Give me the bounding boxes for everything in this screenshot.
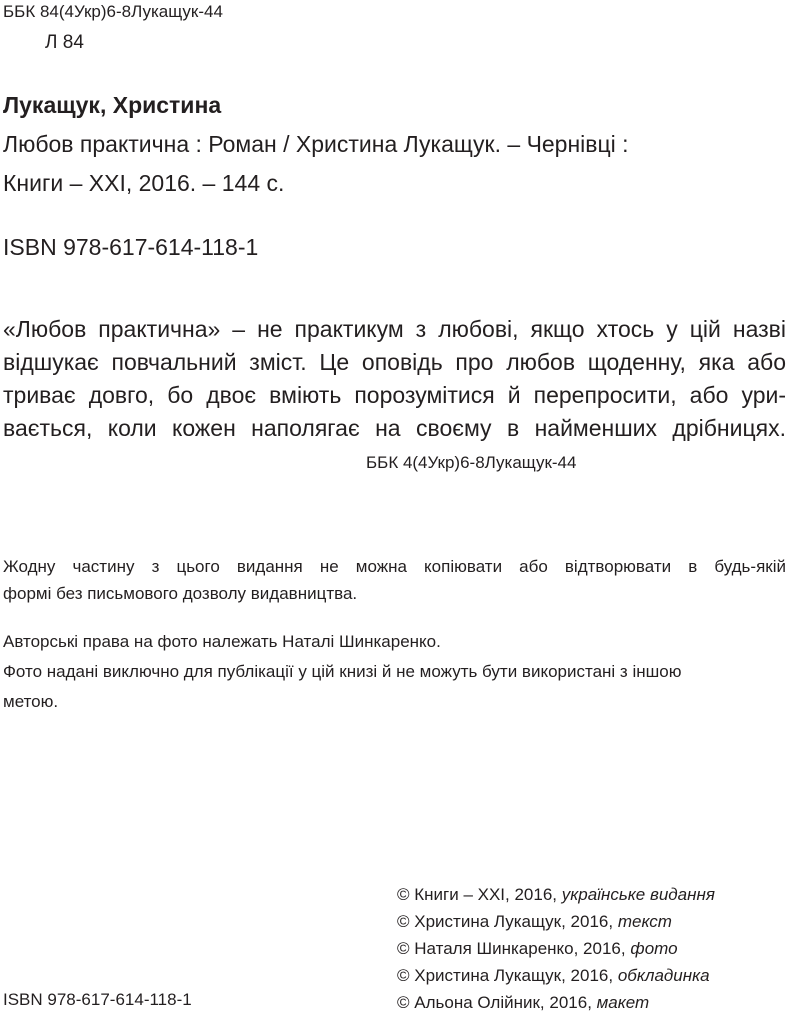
copyright-note: фото (630, 939, 678, 958)
photo-rights-line: Авторські права на фото належать Наталі Шинкаренко. (3, 632, 441, 651)
annotation-line: «Любов практична» – не практикум з любові, якщо хтось у цій назві (3, 316, 786, 342)
copyright-holder: © Альона Олійник, 2016, (397, 993, 597, 1012)
copyright-line (397, 962, 715, 989)
annotation-line: відшукає повчальний зміст. Це оповідь про любов щоденну, яка або (3, 349, 786, 375)
isbn-main: ISBN 978-617-614-118-1 (3, 234, 259, 260)
annotation-bbk: ББК 4(4Укр)6-8Лукащук-44 (366, 453, 577, 472)
title-line: Книги – ХХІ, 2016. – 144 с. (3, 170, 285, 196)
isbn-footer: ISBN 978-617-614-118-1 (3, 990, 192, 1009)
copyright-note: українське видання (561, 885, 715, 904)
copyright-line (397, 935, 715, 962)
copyright-holder: © Христина Лукащук, 2016, (397, 912, 618, 931)
rights-notice (3, 553, 786, 607)
photo-rights-line: метою. (3, 692, 59, 711)
title-line: Любов практична : Роман / Христина Лукащук. – Чернівці : (3, 131, 629, 157)
copyright-note: текст (617, 912, 672, 931)
copyright-holder: © Христина Лукащук, 2016, (397, 966, 618, 985)
annotation-line: триває довго, бо двоє вміють порозумітися й перепросити, або ури- (3, 382, 786, 408)
bbk-index: ББК 84(4Укр)6-8Лукащук-44 (3, 2, 223, 21)
author-mark: Л 84 (45, 32, 84, 53)
rights-line: Жодну частину з цього видання не можна копіювати або відтворювати в будь-якій (3, 557, 786, 576)
annotation-line: вається, коли кожен наполягає на своєму в найменших дрібницях. (3, 415, 786, 441)
rights-line: формі без письмового дозволу видавництва. (3, 584, 358, 603)
copyright-note: макет (596, 993, 650, 1012)
copyright-block (397, 881, 715, 1016)
copyright-note: обкладинка (617, 966, 710, 985)
copyright-line (397, 881, 715, 908)
photo-rights (3, 627, 681, 717)
photo-rights-line: Фото надані виключно для публікації у цій книзі й не можуть бути використані з іншою (3, 662, 682, 681)
annotation (3, 313, 786, 445)
copyright-holder: © Наталя Шинкаренко, 2016, (397, 939, 631, 958)
copyright-holder: © Книги – ХХІ, 2016, (397, 885, 562, 904)
author-name: Лукащук, Христина (3, 92, 222, 118)
copyright-line (397, 908, 715, 935)
